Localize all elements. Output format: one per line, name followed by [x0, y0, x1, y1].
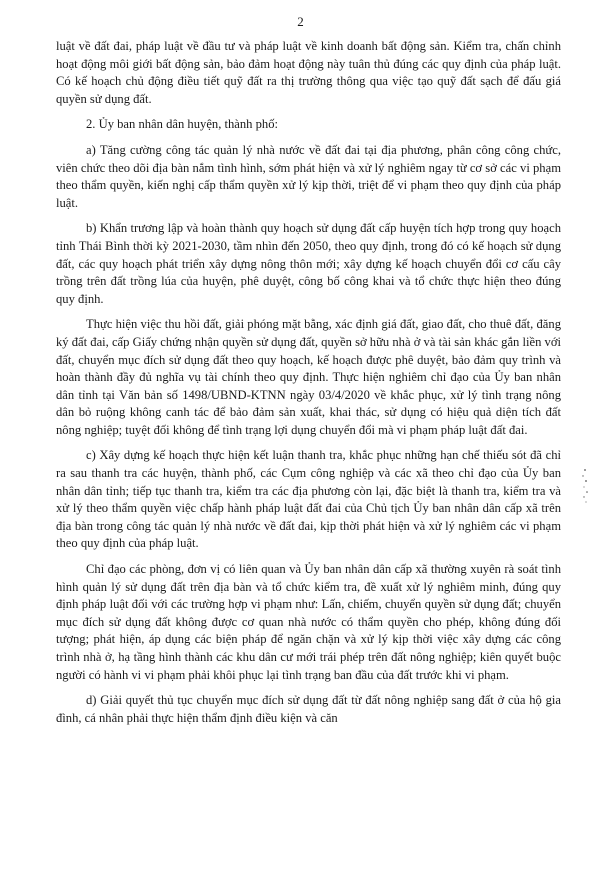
page-number: 2 [297, 14, 304, 29]
paragraph-item-d: d) Giải quyết thủ tục chuyển mục đích sử dụng đất từ đất nông nghiệp sang đất ở của hộ gia đình, cá nhân phải thực hiện thẩm định điều kiện và căn [56, 693, 561, 725]
paragraph-inspection-direction: Chỉ đạo các phòng, đơn vị có liên quan và Ủy ban nhân dân cấp xã thường xuyên rà soát tình hình quản lý sử dụng đất trên địa bàn và tổ chức kiểm tra, đề xuất xử lý nghiêm minh, đúng quy định pháp luật đối với các trường hợp vi phạm như: Lấn, chiếm, chuyển quyền sử dụng đất; chuyển mục đích sử dụng đất không được cơ quan nhà nước có thẩm quyền cho phép, không đúng đối tượng; phát hiện, áp dụng các biện pháp để ngăn chặn và xử lý kịp thời việc xây dựng các công trình nhà ở, hạ tầng hình thành các khu dân cư mới trái phép trên đất nông nghiệp; kiên quyết buộc người có hành vi vi phạm phải khôi phục lại tình trạng ban đầu của đất trước khi vi phạm. [56, 562, 561, 682]
paragraph-continuation: luật về đất đai, pháp luật về đầu tư và pháp luật về kinh doanh bất động sản. Kiểm tra, chấn chỉnh hoạt động môi giới bất động sản, bảo đảm hoạt động này tuân thủ đúng các quy định của pháp luật. Có kế hoạch chủ động điều tiết quỹ đất ra thị trường thông qua việc tạo quỹ đất sạch để đấu giá quyền sử dụng đất. [56, 39, 561, 106]
paragraph-land-procedures: Thực hiện việc thu hồi đất, giải phóng mặt bằng, xác định giá đất, giao đất, cho thuê đất, đăng ký đất đai, cấp Giấy chứng nhận quyền sử dụng đất, quyền sở hữu nhà ở và tài sản khác gắn liền với đất, chuyển mục đích sử dụng đất theo quy hoạch, kế hoạch được phê duyệt, bảo đảm quy trình và hoàn thành đầy đủ nghĩa vụ tài chính theo quy định. Thực hiện nghiêm chỉ đạo của Ủy ban nhân dân tỉnh tại Văn bản số 1498/UBND-KTNN ngày 03/4/2020 về khắc phục, xử lý tình trạng nông dân bỏ ruộng không canh tác để bảo đảm sản xuất, khai thác, sử dụng có hiệu quả diện tích đất nông nghiệp; tuyệt đối không để tình trạng lợi dụng chuyển đổi mà vi phạm pháp luật đất đai. [56, 317, 561, 437]
paragraph-item-b: b) Khẩn trương lập và hoàn thành quy hoạch sử dụng đất cấp huyện tích hợp trong quy hoạch tỉnh Thái Bình thời kỳ 2021-2030, tầm nhìn đến 2050, theo quy định, trong đó có kế hoạch sử dụng đất, các quy hoạch phát triển xây dựng nông thôn mới; xây dựng kế hoạch chuyển đổi cơ cấu cây trồng trên đất trồng lúa của huyện, phê duyệt, công bố công khai và tổ chức thực hiện theo đúng quy định. [56, 221, 561, 306]
scan-mark-icon [580, 466, 590, 506]
document-body [56, 38, 561, 735]
section-heading-district-committee: 2. Ủy ban nhân dân huyện, thành phố: [86, 117, 279, 132]
paragraph-item-a: a) Tăng cường công tác quản lý nhà nước về đất đai tại địa phương, phân công công chức, viên chức theo dõi địa bàn nắm tình hình, sớm phát hiện và xử lý nghiêm ngay từ cơ sở các vi phạm theo thẩm quyền, kiến nghị cấp thẩm quyền xử lý kịp thời, triệt để vi phạm theo quy định của pháp luật. [56, 142, 561, 210]
paragraph-item-c: c) Xây dựng kế hoạch thực hiện kết luận thanh tra, khắc phục những hạn chế thiếu sót đã chỉ ra sau thanh tra các huyện, thành phố, các Cụm công nghiệp và các xã theo chỉ đạo của Ủy ban nhân dân tỉnh; tiếp tục thanh tra, kiểm tra các địa phương còn lại, đặc biệt là thanh tra, kiểm tra và xử lý theo thẩm quyền việc chấp hành pháp luật đất đai của Chủ tịch Ủy ban nhân dân cấp xã trên địa bàn trong công tác quản lý nhà nước về đất đai, kịp thời phát hiện và xử lý nghiêm các vi phạm theo quy định của pháp luật. [56, 448, 561, 551]
